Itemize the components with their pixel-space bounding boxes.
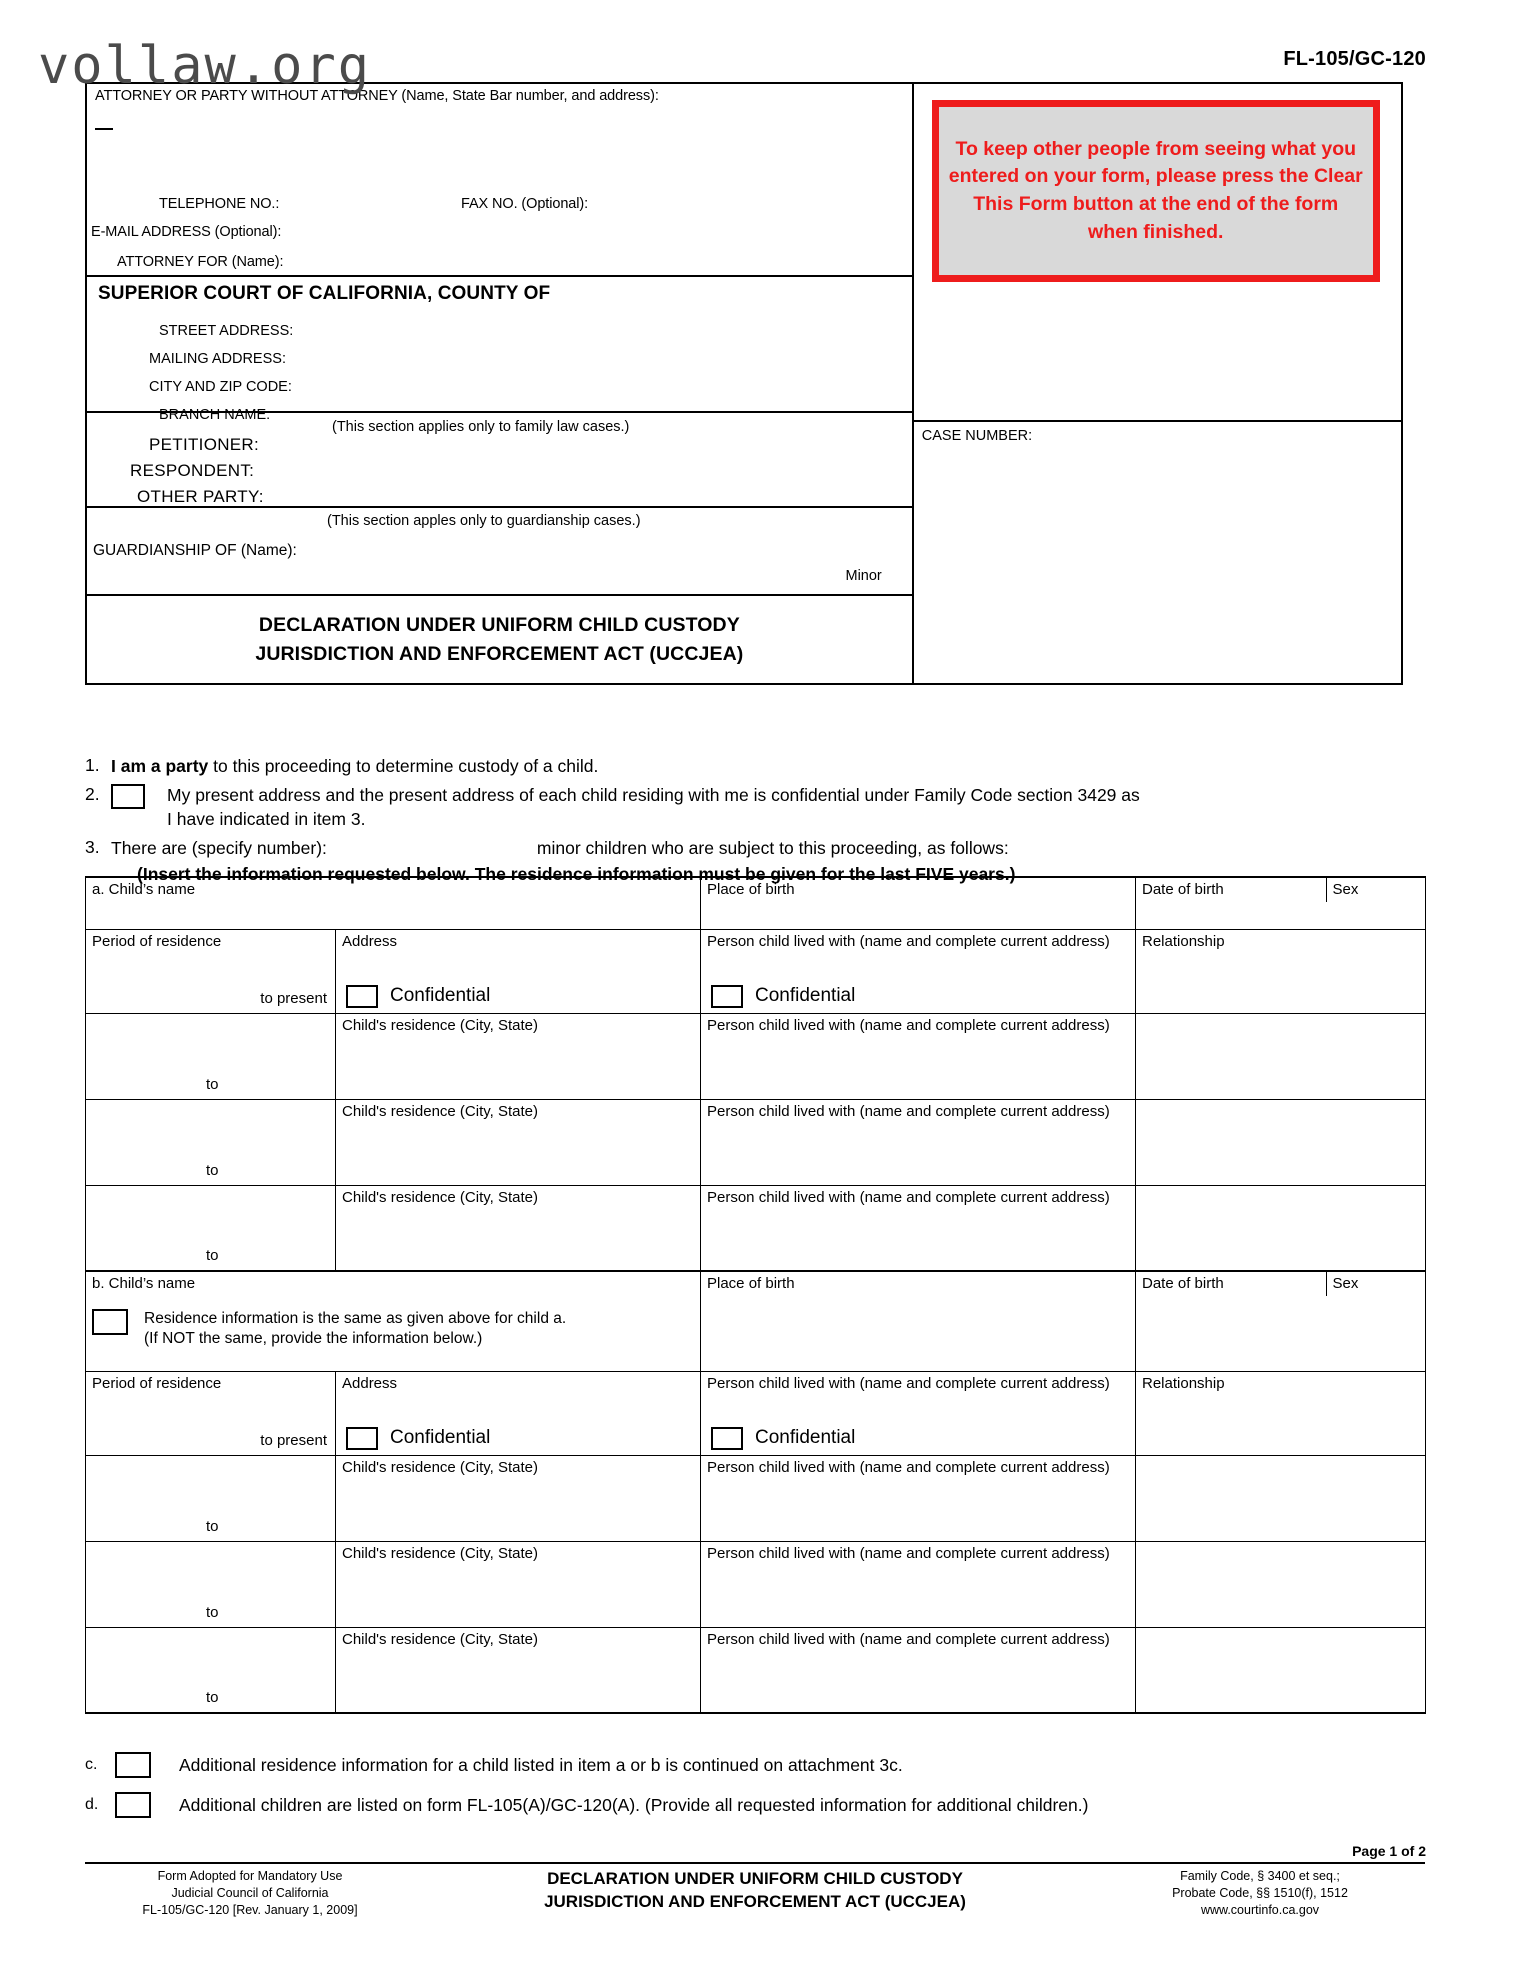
child-a-residence-4-cell[interactable] bbox=[336, 1185, 701, 1271]
child-b-person-2-cell[interactable] bbox=[701, 1455, 1136, 1541]
child-b-residence-row-1 bbox=[86, 1371, 1426, 1455]
child-b-residence-row-4 bbox=[86, 1627, 1426, 1713]
footer-citation-line-2: Probate Code, §§ 1510(f), 1512 bbox=[1172, 1885, 1348, 1900]
fax-label: FAX NO. (Optional): bbox=[461, 196, 589, 212]
period-of-residence-label: Period of residence bbox=[92, 932, 222, 950]
child-b-period-4-cell[interactable] bbox=[86, 1627, 336, 1713]
child-a-residence-row-3 bbox=[86, 1099, 1426, 1185]
case-number-label: CASE NUMBER: bbox=[921, 428, 1033, 444]
to-label: to bbox=[206, 1517, 219, 1535]
child-b-sex-cell[interactable] bbox=[1326, 1272, 1425, 1296]
header-right-column bbox=[914, 84, 1401, 683]
item-2 bbox=[85, 784, 1425, 831]
child-a-period-3-cell[interactable] bbox=[86, 1099, 336, 1185]
child-b-dob-cell[interactable] bbox=[1136, 1272, 1326, 1296]
childs-residence-label: Child's residence (City, State) bbox=[342, 1544, 538, 1562]
child-a-dob-cell[interactable] bbox=[1136, 878, 1326, 902]
child-b-period-2-cell[interactable] bbox=[86, 1455, 336, 1541]
child-a-relationship-3-cell[interactable] bbox=[1136, 1099, 1426, 1185]
item-c-text: Additional residence information for a child listed in item a or b is continued on attachment 3c. bbox=[179, 1754, 903, 1775]
child-a-person-3-cell[interactable] bbox=[701, 1099, 1136, 1185]
same-residence-checkbox[interactable] bbox=[92, 1309, 128, 1335]
address-label: Address bbox=[342, 932, 398, 950]
child-a-period-1-cell[interactable] bbox=[86, 929, 336, 1013]
to-label: to bbox=[206, 1603, 219, 1621]
child-b-name-cell[interactable] bbox=[86, 1271, 701, 1371]
children-residence-table bbox=[85, 876, 1426, 1714]
item-3-lead: There are (specify number): bbox=[111, 837, 327, 858]
item-1 bbox=[85, 755, 1425, 778]
form-header-block bbox=[85, 82, 1403, 685]
item-2-line-1: My present address and the present address of each child residing with me is confidential under Family Code section 3429 as bbox=[167, 785, 1140, 806]
footer-center bbox=[415, 1868, 1095, 1914]
person-child-lived-with-label: Person child lived with (name and complete current address) bbox=[707, 1544, 1110, 1562]
guardianship-section bbox=[87, 508, 912, 596]
city-zip-label: CITY AND ZIP CODE: bbox=[149, 379, 292, 395]
address-confidential-checkbox[interactable] bbox=[346, 985, 378, 1008]
childs-residence-label: Child's residence (City, State) bbox=[342, 1016, 538, 1034]
child-a-person-confidential-group[interactable] bbox=[711, 985, 855, 1008]
telephone-label: TELEPHONE NO.: bbox=[159, 196, 280, 212]
child-b-relationship-1-cell[interactable] bbox=[1136, 1371, 1426, 1455]
child-b-address-confidential-group[interactable] bbox=[346, 1427, 490, 1450]
to-present-label: to present bbox=[260, 1431, 327, 1449]
respondent-label: RESPONDENT: bbox=[130, 461, 255, 480]
item-2-line-2: I have indicated in item 3. bbox=[167, 808, 366, 829]
case-number-cell[interactable] bbox=[914, 420, 1401, 683]
footer-citation-line-1: Family Code, § 3400 et seq.; bbox=[1180, 1869, 1340, 1883]
guardianship-label: GUARDIANSHIP OF (Name): bbox=[93, 542, 297, 559]
child-b-same-residence-group[interactable] bbox=[92, 1309, 694, 1349]
child-b-address-1-cell[interactable] bbox=[336, 1371, 701, 1455]
child-a-person-2-cell[interactable] bbox=[701, 1013, 1136, 1099]
place-of-birth-label: Place of birth bbox=[707, 1275, 795, 1292]
address-confidential-label: Confidential bbox=[390, 1427, 491, 1448]
child-a-residence-row-2 bbox=[86, 1013, 1426, 1099]
relationship-label: Relationship bbox=[1142, 1374, 1225, 1392]
child-b-place-of-birth-cell[interactable] bbox=[701, 1271, 1136, 1371]
child-a-address-confidential-group[interactable] bbox=[346, 985, 490, 1008]
item-3-number: 3. bbox=[85, 836, 100, 857]
child-a-period-2-cell[interactable] bbox=[86, 1013, 336, 1099]
child-a-place-of-birth-cell[interactable] bbox=[701, 877, 1136, 929]
address-confidential-checkbox[interactable] bbox=[346, 1427, 378, 1450]
item-1-rest: to this proceeding to determine custody of a child. bbox=[208, 756, 599, 776]
court-title: SUPERIOR COURT OF CALIFORNIA, COUNTY OF bbox=[98, 283, 551, 304]
other-party-label: OTHER PARTY: bbox=[137, 487, 264, 506]
form-title-block bbox=[87, 596, 912, 683]
item-c-letter: c. bbox=[85, 1756, 98, 1773]
item-3-tail: minor children who are subject to this proceeding, as follows: bbox=[536, 837, 1009, 858]
item-c-checkbox[interactable] bbox=[115, 1752, 151, 1778]
header-left-column bbox=[87, 84, 914, 683]
declaration-items bbox=[85, 755, 1425, 892]
date-of-birth-label: Date of birth bbox=[1142, 1275, 1224, 1292]
child-a-relationship-4-cell[interactable] bbox=[1136, 1185, 1426, 1271]
childs-residence-label: Child's residence (City, State) bbox=[342, 1188, 538, 1206]
attorney-for-label: ATTORNEY FOR (Name): bbox=[117, 254, 284, 270]
child-b-period-3-cell[interactable] bbox=[86, 1541, 336, 1627]
period-of-residence-label: Period of residence bbox=[92, 1374, 222, 1392]
person-child-lived-with-label: Person child lived with (name and complete current address) bbox=[707, 932, 1110, 950]
person-child-lived-with-label: Person child lived with (name and complete current address) bbox=[707, 1016, 1110, 1034]
mailing-address-label: MAILING ADDRESS: bbox=[149, 351, 286, 367]
to-label: to bbox=[206, 1075, 219, 1093]
to-present-label: to present bbox=[260, 989, 327, 1007]
clear-form-warning-text: To keep other people from seeing what you entered on your form, please press the Clear This Form button at the end of the form when finished. bbox=[948, 137, 1363, 243]
item-d-checkbox[interactable] bbox=[115, 1792, 151, 1818]
child-a-residence-2-cell[interactable] bbox=[336, 1013, 701, 1099]
footer-adopted-line-2: Judicial Council of California bbox=[171, 1885, 329, 1900]
person-child-lived-with-label: Person child lived with (name and complete current address) bbox=[707, 1374, 1110, 1392]
item-d-text: Additional children are listed on form FL-105(A)/GC-120(A). (Provide all requested information for additional children.) bbox=[179, 1794, 1089, 1815]
item-d-letter: d. bbox=[85, 1796, 99, 1813]
person-child-lived-with-label: Person child lived with (name and complete current address) bbox=[707, 1102, 1110, 1120]
page-indicator: Page 1 of 2 bbox=[1352, 1843, 1426, 1859]
guardianship-note: (This section apples only to guardianship cases.) bbox=[327, 513, 641, 529]
item-3-line bbox=[111, 837, 1425, 860]
form-footer bbox=[85, 1868, 1425, 1919]
to-label: to bbox=[206, 1247, 219, 1264]
child-b-name-row bbox=[86, 1271, 1426, 1371]
child-b-person-3-cell[interactable] bbox=[701, 1541, 1136, 1627]
item-d bbox=[85, 1792, 1425, 1818]
attorney-label: ATTORNEY OR PARTY WITHOUT ATTORNEY (Name, State Bar number, and address): bbox=[95, 88, 659, 104]
person-confidential-label: Confidential bbox=[755, 1427, 856, 1448]
footer-title-line-2: JURISDICTION AND ENFORCEMENT ACT (UCCJEA) bbox=[544, 1891, 966, 1911]
item-3-note: (Insert the information requested below. The residence information must be given for the last FIVE years.) bbox=[137, 864, 1016, 885]
childs-residence-label: Child's residence (City, State) bbox=[342, 1102, 538, 1120]
childs-residence-label: Child's residence (City, State) bbox=[342, 1458, 538, 1476]
footer-left bbox=[85, 1868, 415, 1919]
date-of-birth-label: Date of birth bbox=[1142, 881, 1224, 898]
child-b-relationship-3-cell[interactable] bbox=[1136, 1541, 1426, 1627]
child-b-dob-sex-cell bbox=[1136, 1271, 1426, 1371]
email-label: E-MAIL ADDRESS (Optional): bbox=[91, 224, 282, 240]
form-title-line-2: JURISDICTION AND ENFORCEMENT ACT (UCCJEA) bbox=[255, 642, 744, 665]
footer-website: www.courtinfo.ca.gov bbox=[1200, 1902, 1320, 1917]
child-b-residence-3-cell[interactable] bbox=[336, 1541, 701, 1627]
item-2-text bbox=[167, 784, 1425, 831]
child-a-name-label: a. Child’s name bbox=[92, 881, 196, 898]
person-confidential-checkbox[interactable] bbox=[711, 985, 743, 1008]
person-confidential-label: Confidential bbox=[755, 985, 856, 1006]
child-a-relationship-2-cell[interactable] bbox=[1136, 1013, 1426, 1099]
child-a-address-1-cell[interactable] bbox=[336, 929, 701, 1013]
clear-form-warning-box bbox=[932, 100, 1380, 282]
attorney-dash-marker bbox=[95, 128, 113, 130]
footer-adopted-line-3: FL-105/GC-120 [Rev. January 1, 2009] bbox=[142, 1902, 358, 1917]
sex-label: Sex bbox=[1332, 881, 1359, 898]
same-residence-line-1: Residence information is the same as given above for child a. bbox=[144, 1310, 567, 1327]
party-section bbox=[87, 413, 912, 508]
branch-name-label: BRANCH NAME: bbox=[159, 407, 271, 423]
item-2-number: 2. bbox=[85, 784, 100, 805]
same-residence-line-2: (If NOT the same, provide the information below.) bbox=[144, 1329, 483, 1347]
to-label: to bbox=[206, 1689, 219, 1706]
person-confidential-checkbox[interactable] bbox=[711, 1427, 743, 1450]
sex-label: Sex bbox=[1332, 1275, 1359, 1292]
child-b-residence-2-cell[interactable] bbox=[336, 1455, 701, 1541]
address-confidential-label: Confidential bbox=[390, 985, 491, 1006]
child-a-sex-cell[interactable] bbox=[1326, 878, 1425, 902]
child-a-relationship-1-cell[interactable] bbox=[1136, 929, 1426, 1013]
minor-label: Minor bbox=[845, 568, 882, 584]
child-a-residence-row-4 bbox=[86, 1185, 1426, 1271]
child-b-relationship-4-cell[interactable] bbox=[1136, 1627, 1426, 1713]
child-a-residence-row-1 bbox=[86, 929, 1426, 1013]
relationship-label: Relationship bbox=[1142, 932, 1225, 950]
child-a-name-cell[interactable] bbox=[86, 877, 701, 929]
item-1-bold-lead: I am a party bbox=[111, 756, 209, 776]
child-a-residence-3-cell[interactable] bbox=[336, 1099, 701, 1185]
same-residence-text bbox=[144, 1309, 566, 1349]
person-child-lived-with-label: Person child lived with (name and complete current address) bbox=[707, 1188, 1110, 1206]
person-child-lived-with-label: Person child lived with (name and complete current address) bbox=[707, 1630, 1110, 1648]
form-title-line-1: DECLARATION UNDER UNIFORM CHILD CUSTODY bbox=[258, 614, 740, 637]
child-b-residence-row-3 bbox=[86, 1541, 1426, 1627]
child-b-relationship-2-cell[interactable] bbox=[1136, 1455, 1426, 1541]
footer-divider bbox=[85, 1862, 1425, 1864]
items-c-d bbox=[85, 1752, 1425, 1832]
form-number: FL-105/GC-120 bbox=[1283, 48, 1426, 70]
child-a-period-4-cell[interactable] bbox=[86, 1185, 336, 1271]
site-watermark: vollaw.org bbox=[38, 36, 372, 96]
petitioner-label: PETITIONER: bbox=[149, 435, 260, 454]
child-a-name-row bbox=[86, 877, 1426, 929]
item-1-text bbox=[111, 755, 1425, 778]
child-a-dob-sex-cell bbox=[1136, 877, 1426, 929]
person-child-lived-with-label: Person child lived with (name and complete current address) bbox=[707, 1458, 1110, 1476]
family-law-note: (This section applies only to family law cases.) bbox=[332, 419, 630, 435]
childs-residence-label: Child's residence (City, State) bbox=[342, 1630, 538, 1648]
footer-adopted-line-1: Form Adopted for Mandatory Use bbox=[157, 1869, 343, 1883]
item-2-row bbox=[111, 784, 1425, 831]
child-b-period-1-cell[interactable] bbox=[86, 1371, 336, 1455]
item-2-checkbox[interactable] bbox=[111, 784, 145, 809]
child-b-person-confidential-group[interactable] bbox=[711, 1427, 855, 1450]
child-a-person-1-cell[interactable] bbox=[701, 929, 1136, 1013]
address-label: Address bbox=[342, 1374, 398, 1392]
child-b-residence-row-2 bbox=[86, 1455, 1426, 1541]
child-a-person-4-cell[interactable] bbox=[701, 1185, 1136, 1271]
child-b-name-label: b. Child’s name bbox=[92, 1275, 196, 1292]
footer-right bbox=[1095, 1868, 1425, 1919]
item-2-body bbox=[111, 784, 1425, 831]
child-b-person-1-cell[interactable] bbox=[701, 1371, 1136, 1455]
child-b-residence-4-cell[interactable] bbox=[336, 1627, 701, 1713]
place-of-birth-label: Place of birth bbox=[707, 881, 795, 898]
footer-title-line-1: DECLARATION UNDER UNIFORM CHILD CUSTODY bbox=[547, 1869, 963, 1888]
item-1-number: 1. bbox=[85, 755, 100, 775]
child-b-person-4-cell[interactable] bbox=[701, 1627, 1136, 1713]
item-c bbox=[85, 1752, 1425, 1778]
to-label: to bbox=[206, 1161, 219, 1179]
street-address-label: STREET ADDRESS: bbox=[159, 323, 294, 339]
court-section bbox=[87, 277, 912, 423]
attorney-section bbox=[87, 84, 912, 277]
